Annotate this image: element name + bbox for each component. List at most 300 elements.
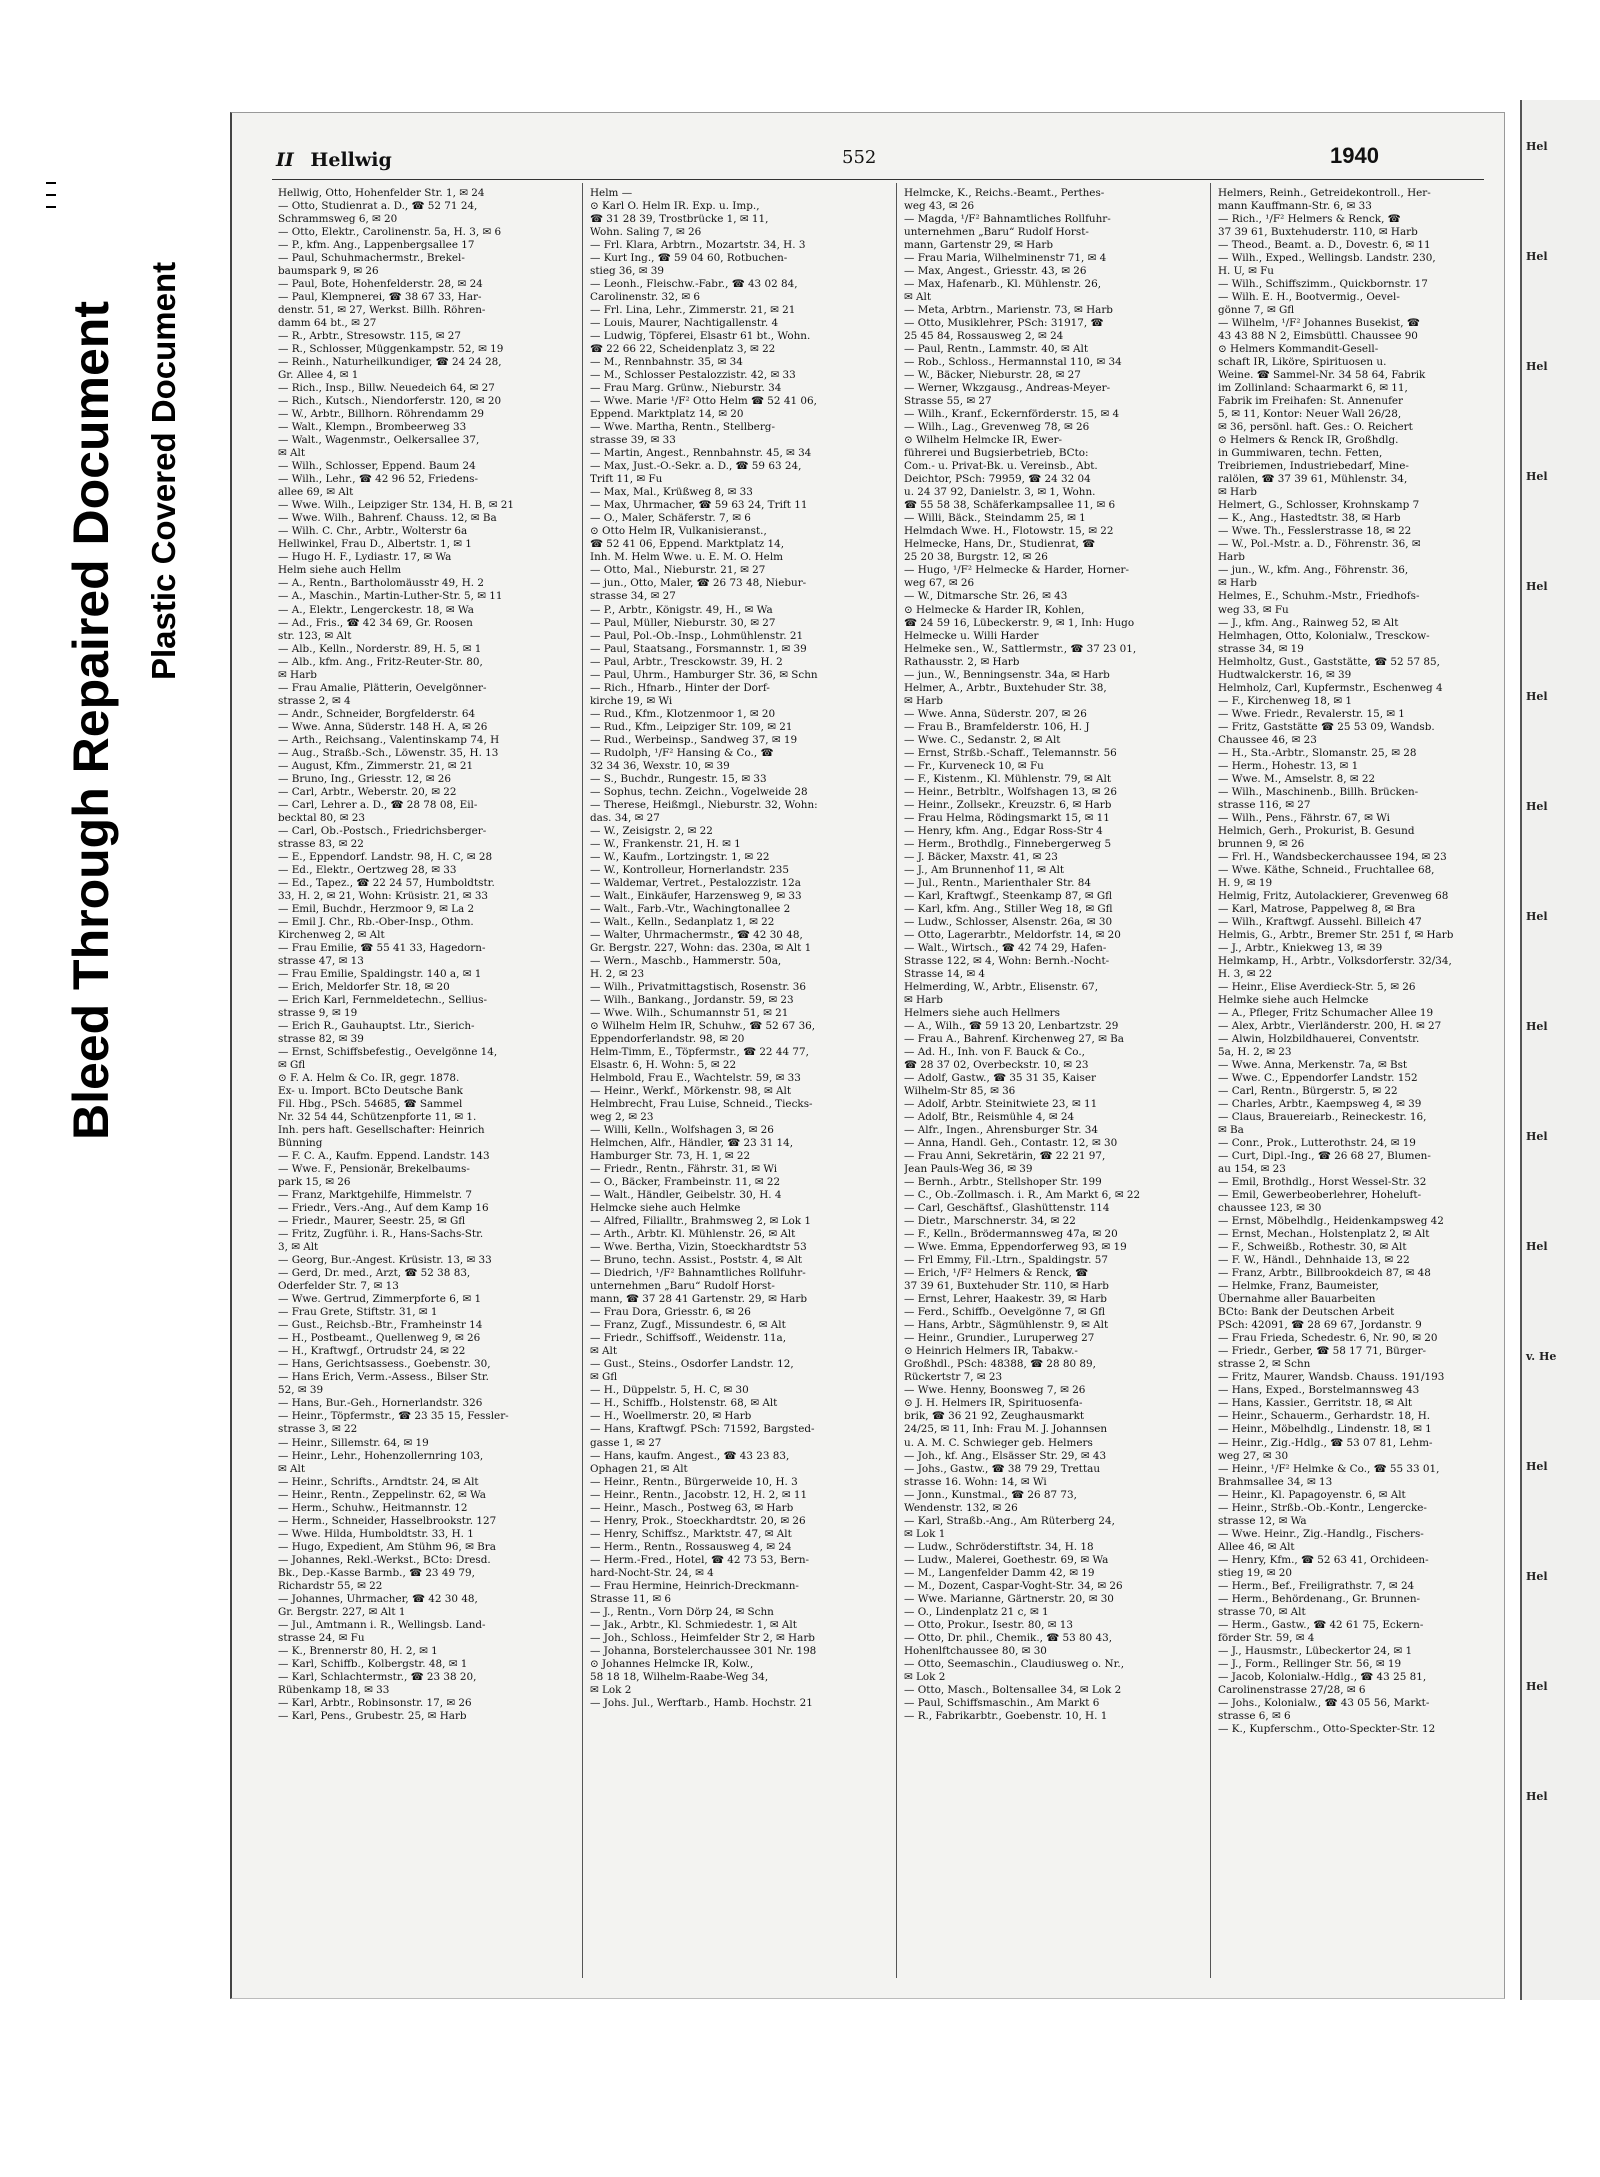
directory-entry-line: ☎ 28 37 02, Overbeckstr. 10, ✉ 23 [904,1059,1089,1072]
directory-entry-line: Inh. pers haft. Gesellschafter: Heinrich [278,1124,485,1137]
directory-entry-line: — Karl, Schlachtermstr., ☎ 23 38 20, [278,1670,477,1683]
column-divider [1210,183,1211,1978]
directory-entry-line: — Wwe. Martha, Rentn., Stellberg- [590,421,775,434]
directory-entry-line: denstr. 51, ✉ 27, Werkst. Billh. Röhren- [278,304,486,317]
directory-entry-line: — Hans, Exped., Borstelmannsweg 43 [1218,1384,1420,1397]
adjacent-page-fragment: Hel [1526,580,1548,593]
directory-entry-line: — Walt., Kelln., Sedanplatz 1, ✉ 22 [590,915,775,928]
directory-entry-line: — Andr., Schneider, Borgfelderstr. 64 [278,707,476,720]
directory-entry-line: stieg 36, ✉ 39 [590,265,664,278]
directory-entry-line: — Wwe. C., Sedanstr. 2, ✉ Alt [904,733,1061,746]
directory-entry-line: ⊙ Otto Helm IR, Vulkanisieranst., [590,525,767,538]
directory-entry-line: — F., Kistenm., Kl. Mühlenstr. 79, ✉ Alt [904,772,1112,785]
directory-entry-line: — Leonh., Fleischw.-Fabr., ☎ 43 02 84, [590,278,798,291]
directory-entry-line: — Frau Emilie, ☎ 55 41 33, Hagedorn- [278,941,486,954]
directory-entry-line: — Karl, Schiffb., Kolbergstr. 48, ✉ 1 [278,1657,468,1670]
directory-entry-line: ☎ 24 59 16, Lübeckerstr. 9, ✉ 1, Inh: Hugo [904,616,1135,629]
directory-entry-line: — Herm., Schuhw., Heitmannstr. 12 [278,1501,468,1514]
adjacent-page-fragment: Hel [1526,1790,1548,1803]
dash-mark [46,182,56,184]
directory-entry-line: Helmich, Gerh., Prokurist, B. Gesund [1218,824,1415,837]
directory-entry-line: — Ed., Elektr., Oertzweg 28, ✉ 33 [278,863,457,876]
directory-entry-line: — F. W., Händl., Dehnhaide 13, ✉ 22 [1218,1254,1410,1267]
directory-entry-line: — Heinr., Schauerm., Gerhardstr. 18, H. [1218,1410,1431,1423]
directory-entry-line: — Emil, Gewerbeoberlehrer, Hoheluft- [1218,1189,1422,1202]
directory-entry-line: — Erich R., Gauhauptst. Ltr., Sierich- [278,1020,475,1032]
repaired-document-text: Repaired Document [63,301,119,774]
directory-entry-line: — Johs., Kolonialw., ☎ 43 05 56, Markt- [1218,1696,1430,1709]
directory-entry-line: — Hans, Kassier., Gerritstr. 18, ✉ Alt [1218,1397,1413,1410]
directory-entry-line: 25 45 84, Rossausweg 2, ✉ 24 [904,330,1064,343]
directory-entry-line: ✉ 36, persönl. haft. Ges.: O. Reichert [1218,421,1413,434]
directory-entry-line: Helmecke u. Willi Harder [904,629,1039,642]
directory-entry-line: — Wilh., Lag., Grevenweg 78, ✉ 26 [904,421,1090,434]
directory-entry-line: 52, ✉ 39 [278,1384,324,1397]
directory-entry-line: — Walt., Wirtsch., ☎ 42 74 29, Hafen- [904,941,1107,954]
directory-entry-line: — Otto, Mal., Nieburstr. 21, ✉ 27 [590,564,766,577]
directory-entry-line: — Ernst, Möbelhdlg., Heidenkampsweg 42 [1218,1215,1444,1228]
directory-entry-line: H. 3, ✉ 22 [1218,967,1273,980]
directory-entry-line: — Friedr., Gerber, ☎ 58 17 71, Bürger- [1218,1345,1427,1358]
directory-entry-line: — Karl, kfm. Ang., Stiller Weg 18, ✉ Gfl [904,902,1113,915]
directory-entry-line: — Walt., Einkäufer, Harzensweg 9, ✉ 33 [590,889,802,902]
directory-entry-line: — Heinr., Grundier., Luruperweg 27 [904,1332,1095,1345]
directory-entry-line: — Werner, Wkzgausg., Andreas-Meyer- [904,382,1111,395]
directory-entry-line: Helmholtz, Gust., Gaststätte, ☎ 52 57 85, [1218,655,1440,668]
directory-entry-line: Hohenlftchaussee 80, ✉ 30 [904,1644,1047,1657]
directory-entry-line: — Paul, Klempnerei, ☎ 38 67 33, Har- [278,291,482,304]
directory-entry-line: — Helmke, Franz, Baumeister, [1218,1280,1379,1293]
directory-entry-line: — O., Maler, Schäferstr. 7, ✉ 6 [590,512,751,525]
directory-entry-line: — Frl. H., Wandsbeckerchaussee 194, ✉ 23 [1218,850,1447,863]
directory-entry-line: — J. Bäcker, Maxstr. 41, ✉ 23 [904,850,1058,863]
directory-entry-line: — Otto, Studienrat a. D., ☎ 52 71 24, [278,200,478,213]
directory-entry-line: ✉ Harb [1218,577,1257,590]
directory-entry-line: — Aug., Straßb.-Sch., Löwenstr. 35, H. 13 [278,746,499,759]
directory-entry-line: Oderfelder Str. 7, ✉ 13 [278,1280,399,1293]
directory-entry-line: strasse 34, ✉ 19 [1218,642,1304,655]
directory-entry-line: Wohn. Saling 7, ✉ 26 [590,226,702,239]
directory-entry-line: Eppend. Marktplatz 14, ✉ 20 [590,408,744,421]
directory-entry-line: Helmers siehe auch Hellmers [904,1006,1060,1019]
directory-entry-line: H. 2, ✉ 23 [590,967,645,980]
page-year: 1940 [1330,143,1379,168]
directory-entry-line: — J., Hausmstr., Lübeckertor 24, ✉ 1 [1218,1644,1413,1657]
directory-entry-line: brik, ☎ 36 21 92, Zeughausmarkt [904,1410,1085,1423]
section-title: Hellwig [310,149,392,171]
directory-entry-line: ☎ 55 58 38, Schäferkampsallee 11, ✉ 6 [904,499,1116,512]
directory-entry-line: — Ed., Tapez., ☎ 22 24 57, Humboldtstr. [278,876,495,889]
directory-entry-line: — S., Buchdr., Rungestr. 15, ✉ 33 [590,772,767,785]
directory-entry-line: PSch: 42091, ☎ 28 69 67, Jordanstr. 9 [1218,1319,1422,1332]
directory-entry-line: brunnen 9, ✉ 26 [1218,837,1305,850]
directory-entry-line: Com.- u. Privat-Bk. u. Vereinsb., Abt. [904,460,1098,473]
directory-entry-line: — M., Langenfelder Damm 42, ✉ 19 [904,1566,1095,1579]
dash-mark [46,206,56,208]
directory-entry-line: — Hans, kaufm. Angest., ☎ 43 23 83, [590,1449,790,1462]
directory-entry-line: — Johannes, Uhrmacher, ☎ 42 30 48, [278,1592,478,1605]
directory-entry-line: becktal 80, ✉ 23 [278,811,365,824]
directory-entry-line: — Otto, Elektr., Carolinenstr. 5a, H. 3, ✉ 6 [278,226,502,239]
directory-entry-line: — Wilh., Schiffszimm., Quickbornstr. 17 [1218,278,1428,291]
directory-entry-line: — Wwe. Anna, Merkenstr. 7a, ✉ Bst [1218,1059,1408,1072]
adjacent-page-fragment: Hel [1526,800,1548,813]
directory-entry-line: — A., Elektr., Lengerckestr. 18, ✉ Wa [278,603,474,616]
directory-entry-line: — Carl, Rentn., Bürgerstr. 5, ✉ 22 [1218,1085,1398,1098]
directory-entry-line: weg 33, ✉ Fu [1218,603,1289,616]
adjacent-page-fragment: Hel [1526,140,1548,153]
directory-entry-line: ⊙ Wilhelm Helm IR, Schuhw., ☎ 52 67 36, [590,1020,816,1032]
page-number: 552 [842,147,877,168]
directory-entry-line: ralölen, ☎ 37 39 61, Mühlenstr. 34, [1218,473,1408,486]
directory-entry-line: strasse 3, ✉ 22 [278,1423,358,1436]
directory-entry-line: — Bruno, techn. Assist., Poststr. 4, ✉ Alt [590,1254,803,1267]
directory-entry-line: — Georg, Bur.-Angest. Krüsistr. 13, ✉ 33 [278,1254,492,1267]
directory-entry-line: weg 2, ✉ 23 [590,1111,654,1124]
directory-entry-line: — Otto, Dr. phil., Chemik., ☎ 53 80 43, [904,1631,1113,1644]
directory-entry-line: ☎ 22 66 22, Scheidenplatz 3, ✉ 22 [590,343,776,356]
directory-entry-line: H. 9, ✉ 19 [1218,876,1273,889]
directory-entry-line: — Wilh. C. Chr., Arbtr., Wolterstr 6a [278,525,468,538]
directory-entry-line: — Heinr., Betrbltr., Wolfshagen 13, ✉ 26 [904,785,1117,798]
directory-entry-line: Hamburger Str. 73, H. 1, ✉ 22 [590,1150,751,1163]
directory-entry-line: ✉ Lok 2 [904,1670,946,1683]
directory-entry-line: — J., kfm. Ang., Rainweg 52, ✉ Alt [1218,616,1399,629]
directory-entry-line: — Waldemar, Vertret., Pestalozzistr. 12a [590,876,801,889]
directory-entry-line: strasse 34, ✉ 27 [590,590,676,603]
directory-entry-line: — F., Kirchenweg 18, ✉ 1 [1218,694,1353,707]
directory-entry-line: — Carl, Arbtr., Weberstr. 20, ✉ 22 [278,785,457,798]
directory-entry-line: ☎ 52 41 06, Eppend. Marktplatz 14, [590,538,785,551]
directory-entry-line: Brahmsallee 34, ✉ 13 [1218,1475,1333,1488]
directory-entry-line: Ophagen 21, ✉ Alt [590,1462,688,1475]
directory-entry-line: — K., Ang., Hastedtstr. 38, ✉ Harb [1218,512,1401,525]
section-numeral: II [276,149,294,171]
directory-entry-line: — Friedr., Maurer, Seestr. 25, ✉ Gfl [278,1215,466,1228]
directory-entry-line: — Walt., Händler, Geibelstr. 30, H. 4 [590,1189,782,1202]
directory-entry-line: — Jacob, Kolonialw.-Hdlg., ☎ 43 25 81, [1218,1670,1427,1683]
directory-entry-line: Helmeke sen., W., Sattlermstr., ☎ 37 23 01, [904,642,1137,655]
directory-entry-line: Chaussee 46, ✉ 23 [1218,733,1317,746]
directory-entry-line: ✉ Gfl [590,1371,618,1384]
directory-entry-line: ⊙ Johannes Helmcke IR, Kolw., [590,1657,754,1670]
directory-entry-line: — Heinr., Zig.-Hdlg., ☎ 53 07 81, Lehm- [1218,1436,1433,1449]
directory-entry-line: — Heinr., ¹/F² Helmke & Co., ☎ 55 33 01, [1218,1462,1440,1475]
directory-entry-line: Wilhelm-Str 85, ✉ 36 [904,1085,1016,1098]
directory-entry-line: — K., Brennerstr 80, H. 2, ✉ 1 [278,1644,438,1657]
directory-entry-line: — Hans, Gerichtsassess., Goebenstr. 30, [278,1358,491,1371]
directory-entry-line: — Frau B., Bramfelderstr. 106, H. J [904,720,1090,733]
directory-entry-line: Helmert, G., Schlosser, Krohnskamp 7 [1218,499,1420,512]
directory-entry-line: str. 123, ✉ Alt [278,629,352,642]
directory-entry-line: — Rud., Kfm., Klotzenmoor 1, ✉ 20 [590,707,776,720]
directory-entry-line: — Max, Hafenarb., Kl. Mühlenstr. 26, [904,278,1101,291]
directory-entry-line: — Frau Emilie, Spaldingstr. 140 a, ✉ 1 [278,967,482,980]
directory-entry-line: Helmkamp, H., Arbtr., Volksdorferstr. 32/34, [1218,954,1452,967]
directory-entry-line: — Erich Karl, Fernmeldetechn., Sellius- [278,993,488,1006]
directory-entry-line: — Gerd, Dr. med., Arzt, ☎ 52 38 83, [278,1267,471,1280]
directory-entry-line: — Fritz, Maurer, Wandsb. Chauss. 191/193 [1218,1371,1445,1384]
column-divider [582,183,583,1978]
directory-entry-line: — Ad., Fris., ☎ 42 34 69, Gr. Roosen [278,616,473,629]
directory-entry-line: — Herm., Schneider, Hasselbrookstr. 127 [278,1514,497,1527]
directory-entry-line: — Rich., Kutsch., Niendorferstr. 120, ✉ 20 [278,395,502,408]
directory-entry-line: — H., Düppelstr. 5, H. C, ✉ 30 [590,1384,749,1397]
directory-entry-line: gönne 7, ✉ Gfl [1218,304,1295,317]
directory-entry-line: — Franz, Arbtr., Billbrookdeich 87, ✉ 48 [1218,1267,1431,1280]
directory-entry-line: — H., Woellmerstr. 20, ✉ Harb [590,1410,752,1423]
directory-entry-line: Helmecke, Hans, Dr., Studienrat, ☎ [904,538,1096,551]
directory-entry-line: — Rud., Kfm., Leipziger Str. 109, ✉ 21 [590,720,793,733]
directory-entry-line: 5, ✉ 11, Kontor: Neuer Wall 26/28, [1218,408,1402,421]
directory-entry-line: — Charles, Arbtr., Kaempsweg 4, ✉ 39 [1218,1098,1422,1111]
directory-entry-line: Helmke siehe auch Helmcke [1218,993,1369,1006]
directory-entry-line: park 15, ✉ 26 [278,1176,351,1189]
directory-entry-line: Strasse 55, ✉ 27 [904,395,992,408]
directory-entry-line: strasse 16. Wohn: 14, ✉ Wi [904,1475,1047,1488]
adjacent-page-edge [1520,100,1600,2005]
directory-entry-line: — Ad. H., Inh. von F. Bauck & Co., [904,1046,1085,1059]
directory-entry-line: — Walter, Uhrmachermstr., ☎ 42 30 48, [590,928,803,941]
directory-entry-line: — Hugo, ¹/F² Helmecke & Harder, Horner- [904,564,1130,577]
directory-entry-line: — R., Fabrikarbtr., Goebenstr. 10, H. 1 [904,1709,1108,1722]
directory-entry-line: Helmchen, Alfr., Händler, ☎ 23 31 14, [590,1137,794,1150]
directory-entry-line: — Paul, Rentn., Lammstr. 40, ✉ Alt [904,343,1089,356]
directory-entry-line: — Karl, Arbtr., Robinsonstr. 17, ✉ 26 [278,1696,472,1709]
directory-entry-line: — Karl, Matrose, Pappelweg 8, ✉ Bra [1218,902,1416,915]
directory-entry-line: strasse 82, ✉ 39 [278,1033,364,1046]
directory-entry-line: führerei und Bugsierbetrieb, BCto: [904,447,1089,460]
directory-entry-line: — Heinr., Sillemstr. 64, ✉ 19 [278,1436,429,1449]
directory-entry-line: Helmcke, K., Reichs.-Beamt., Perthes- [904,187,1105,199]
directory-entry-line: — M., Schlosser Pestalozzistr. 42, ✉ 33 [590,369,796,382]
directory-entry-line: — J., Am Brunnenhof 11, ✉ Alt [904,863,1065,876]
directory-entry-line: ✉ Alt [904,291,932,304]
directory-entry-line: — Martin, Angest., Rennbahnstr. 45, ✉ 34 [590,447,812,460]
directory-entry-line: — Wwe. Anna, Süderstr. 207, ✉ 26 [904,707,1087,720]
directory-entry-line: — jun., W., kfm. Ang., Föhrenstr. 36, [1218,564,1409,577]
directory-entry-line: Allee 46, ✉ Alt [1218,1540,1295,1553]
directory-entry-line: ✉ Lok 2 [590,1683,632,1696]
directory-entry-line: — Wwe. Friedr., Revalerstr. 15, ✉ 1 [1218,707,1405,720]
directory-entry-line: — J., Arbtr., Kniekweg 13, ✉ 39 [1218,941,1383,954]
directory-entry-line: ⊙ Helmecke & Harder IR, Kohlen, [904,603,1085,616]
directory-entry-line: — Otto, Seemaschin., Claudiusweg o. Nr., [904,1657,1125,1670]
directory-entry-line: — Wilh., Schlosser, Eppend. Baum 24 [278,460,476,473]
directory-entry-line: — Johs., Gastw., ☎ 38 79 29, Trettau [904,1462,1101,1475]
directory-entry-line: — Alex, Arbtr., Vierländerstr. 200, H. ✉ 27 [1218,1020,1442,1032]
header-rule [272,179,1484,180]
directory-entry-line: — Max, Mal., Krüßweg 8, ✉ 33 [590,486,753,499]
directory-entry-line: Weine. ☎ Sammel-Nr. 34 58 64, Fabrik [1218,369,1426,382]
adjacent-page-fragment: Hel [1526,1460,1548,1473]
directory-entry-line: — Frau Grete, Stiftstr. 31, ✉ 1 [278,1306,438,1319]
directory-entry-line: — Wwe. Anna, Süderstr. 148 H. A, ✉ 26 [278,720,488,733]
directory-entry-line: Fabrik im Freihafen: St. Annenufer [1218,395,1404,408]
adjacent-page-fragment: Hel [1526,360,1548,373]
directory-entry-line: mann, Gartenstr 29, ✉ Harb [904,239,1054,252]
directory-entry-line: — Rich., Insp., Billw. Neuedeich 64, ✉ 27 [278,382,495,395]
directory-entry-line: — H., Schiffb., Holstenstr. 68, ✉ Alt [590,1397,778,1410]
directory-entry-line: — Theod., Beamt. a. D., Dovestr. 6, ✉ 11 [1218,239,1431,252]
directory-entry-line: ⊙ Wilhelm Helmcke IR, Ewer- [904,434,1063,447]
directory-entry-line: Trift 11, ✉ Fu [590,473,663,486]
directory-entry-line: — R., Schlosser, Müggenkampstr. 52, ✉ 19 [278,343,504,356]
directory-entry-line: Helmhagen, Otto, Kolonialw., Tresckow- [1218,629,1430,642]
directory-entry-line: — Wwe. Henny, Boonsweg 7, ✉ 26 [904,1384,1086,1397]
directory-entry-line: ⊙ F. A. Helm & Co. IR, gegr. 1878. [278,1072,460,1085]
directory-column-3 [904,187,1190,1723]
directory-entry-line: — W., Kontrolleur, Hornerlandstr. 235 [590,863,789,876]
directory-entry-line: — Paul, Staatsang., Forsmannstr. 1, ✉ 39 [590,642,807,655]
directory-entry-line: — Hugo, Expedient, Am Stühm 96, ✉ Bra [278,1540,496,1553]
directory-entry-line: — Paul, Uhrm., Hamburger Str. 36, ✉ Schn [590,668,818,681]
directory-entry-line: Helmbrecht, Frau Luise, Schneid., Tiecks- [590,1098,813,1111]
directory-entry-line: — Frau Maria, Wilhelminenstr 71, ✉ 4 [904,252,1107,265]
directory-entry-line: Strasse 14, ✉ 4 [904,967,986,980]
directory-entry-line: — Heinr., Möbelhdlg., Lindenstr. 18, ✉ 1 [1218,1423,1432,1436]
directory-entry-line: — Heinr., Schrifts., Arndtstr. 24, ✉ Alt [278,1475,479,1488]
directory-entry-line: Helmdach Wwe. H., Flotowstr. 15, ✉ 22 [904,525,1114,538]
directory-entry-line: — P., Arbtr., Königstr. 49, H., ✉ Wa [590,603,773,616]
directory-entry-line: Helmes, E., Schuhm.-Mstr., Friedhofs- [1218,590,1420,603]
directory-entry-line: 25 20 38, Burgstr. 12, ✉ 26 [904,551,1048,564]
directory-entry-line: — Friedr., Vers.-Ang., Auf dem Kamp 16 [278,1202,489,1215]
directory-entry-line: — Walt., Farb.-Vtr., Wachingtonallee 2 [590,902,791,915]
directory-entry-line: — Reinh., Naturheilkundiger, ☎ 24 24 28, [278,356,502,369]
directory-entry-line: — Herm., Bef., Freiligrathstr. 7, ✉ 24 [1218,1579,1415,1592]
directory-entry-line: — Jonn., Kunstmal., ☎ 26 87 73, [904,1488,1077,1501]
directory-entry-line: — Frau Anni, Sekretärin, ☎ 22 21 97, [904,1150,1106,1163]
directory-entry-line: Bk., Dep.-Kasse Barmb., ☎ 23 49 79, [278,1566,475,1579]
directory-entry-line: Helmerding, W., Arbtr., Elisenstr. 67, [904,980,1099,993]
directory-entry-line: strasse 70, ✉ Alt [1218,1605,1306,1618]
directory-entry-line: 33, H. 2, ✉ 21, Wohn: Krüsistr. 21, ✉ 33 [278,889,489,902]
scanned-page [230,112,1505,1999]
directory-entry-line: 58 18 18, Wilhelm-Raabe-Weg 34, [590,1670,769,1683]
adjacent-page-fragment: v. He [1526,1350,1557,1363]
directory-entry-line: — Emil J. Chr., Rb.-Ober-Insp., Othm. [278,915,474,928]
directory-entry-line: weg 27, ✉ 30 [1218,1449,1289,1462]
directory-entry-line: — Heinr., Zollsekr., Kreuzstr. 6, ✉ Harb [904,798,1112,811]
directory-entry-line: — Max, Uhrmacher, ☎ 59 63 24, Trift 11 [590,499,808,512]
directory-entry-line: — Fritz, Zugführ. i. R., Hans-Sachs-Str. [278,1228,484,1241]
directory-entry-line: — Hans, Arbtr., Sägmühlenstr. 9, ✉ Alt [904,1319,1109,1332]
directory-entry-line: im Zollinland: Schaarmarkt 6, ✉ 11, [1218,382,1408,395]
directory-entry-line: Richardstr 55, ✉ 22 [278,1579,383,1592]
directory-entry-line: — Frl Emmy, Fil.-Ltrn., Spaldingstr. 57 [904,1254,1108,1267]
directory-entry-line: — Gust., Reichsb.-Btr., Framheinstr 14 [278,1319,483,1332]
directory-entry-line: — Frau Dora, Griesstr. 6, ✉ 26 [590,1306,751,1319]
directory-entry-line: 24/25, ✉ 11, Inh: Frau M. J. Johannsen [904,1423,1108,1436]
directory-entry-line: — Otto, Musiklehrer, PSch: 31917, ☎ [904,317,1104,330]
directory-entry-line: — Karl, Straßb.-Ang., Am Rüterberg 24, [904,1514,1115,1527]
directory-entry-line: — Adolf, Btr., Reismühle 4, ✉ 24 [904,1111,1075,1124]
directory-entry-line: — A., Wilh., ☎ 59 13 20, Lenbartzstr. 29 [904,1020,1119,1032]
directory-entry-line: — Henry, kfm. Ang., Edgar Ross-Str 4 [904,824,1103,837]
directory-entry-line: chaussee 123, ✉ 30 [1218,1202,1322,1215]
directory-entry-line: — Alwin, Holzbildhauerei, Conventstr. [1218,1033,1420,1046]
directory-entry-line: — J., Form., Rellinger Str. 56, ✉ 19 [1218,1657,1402,1670]
directory-entry-line: u. A. M. C. Schwieger geb. Helmers [904,1436,1093,1449]
directory-entry-line: Elsastr. 6, H. Wohn: 5, ✉ 22 [590,1059,737,1072]
directory-entry-line: — W., Arbtr., Billhorn. Röhrendamm 29 [278,408,484,421]
directory-entry-line: ✉ Gfl [278,1059,306,1072]
directory-entry-line: Nr. 32 54 44, Schützenpforte 11, ✉ 1. [278,1111,477,1124]
directory-entry-line: strasse 6, ✉ 6 [1218,1709,1291,1722]
directory-entry-line: Wendenstr. 132, ✉ 26 [904,1501,1018,1514]
directory-entry-line: — Wwe. Heinr., Zig.-Handlg., Fischers- [1218,1527,1424,1540]
directory-entry-line: — Magda, ¹/F² Bahnamtliches Rollfuhr- [904,213,1111,226]
directory-entry-line: — A., Maschin., Martin-Luther-Str. 5, ✉ 11 [278,590,503,603]
directory-entry-line: Helmer, A., Arbtr., Buxtehuder Str. 38, [904,681,1107,694]
directory-entry-line: Helm — [590,187,633,199]
directory-column-4 [1218,187,1504,1736]
directory-entry-line: — Carl, Ob.-Postsch., Friedrichsberger- [278,824,487,837]
directory-entry-line: — Walt., Wagenmstr., Oelkersallee 37, [278,434,480,447]
adjacent-page-fragment: Hel [1526,250,1548,263]
directory-entry-line: — Rich., Hfnarb., Hinter der Dorf- [590,681,770,694]
directory-entry-line: — Louis, Maurer, Nachtigallenstr. 4 [590,317,779,330]
directory-entry-line: ☎ 31 28 39, Trostbrücke 1, ✉ 11, [590,213,769,226]
directory-entry-line: — Herm., Gastw., ☎ 42 61 75, Eckern- [1218,1618,1424,1631]
directory-entry-line: Bünning [278,1137,323,1150]
directory-entry-line: — Carl, Lehrer a. D., ☎ 28 78 08, Eil- [278,798,478,811]
directory-entry-line: — F. C. A., Kaufm. Eppend. Landstr. 143 [278,1150,490,1163]
directory-entry-line: — Paul, Schuhmachermstr., Brekel- [278,252,465,265]
directory-entry-line: strasse 116, ✉ 27 [1218,798,1311,811]
directory-entry-line: Übernahme aller Bauarbeiten [1218,1293,1376,1306]
directory-entry-line: Kirchenweg 2, ✉ Alt [278,928,385,941]
directory-entry-line: — Meta, Arbtrn., Marienstr. 73, ✉ Harb [904,304,1113,317]
bleed-through-label [62,301,120,1140]
directory-entry-line: — Claus, Brauereiarb., Reineckestr. 16, [1218,1111,1427,1124]
adjacent-page-fragment: Hel [1526,1240,1548,1253]
column-divider [896,183,897,1978]
directory-entry-line: kirche 19, ✉ Wi [590,694,673,707]
directory-entry-line: — Wwe. Emma, Eppendorferweg 93, ✉ 19 [904,1241,1127,1254]
directory-entry-line: — Wilh., Kranf., Eckernförderstr. 15, ✉ 4 [904,408,1120,421]
directory-entry-line: weg 43, ✉ 26 [904,200,975,213]
adjacent-page-fragment: Hel [1526,1570,1548,1583]
directory-entry-line: förder Str. 59, ✉ 4 [1218,1631,1315,1644]
directory-entry-line: — Wilhelm, ¹/F² Johannes Busekist, ☎ [1218,317,1420,330]
directory-entry-line: Rathausstr. 2, ✉ Harb [904,655,1020,668]
directory-entry-line: — Herm., Brothdlg., Finnebergerweg 5 [904,837,1112,850]
directory-entry-line: ⊙ Karl O. Helm IR. Exp. u. Imp., [590,200,760,213]
directory-entry-line: Gr. Bergstr. 227, Wohn: das. 230a, ✉ Alt 1 [590,941,812,954]
directory-entry-line: — Frau Helma, Rödingsmarkt 15, ✉ 11 [904,811,1110,824]
directory-entry-line: — Otto, Lagerarbtr., Meldorfstr. 14, ✉ 20 [904,928,1121,941]
directory-entry-line: — Alfred, Filialltr., Brahmsweg 2, ✉ Lok 1 [590,1215,811,1228]
directory-entry-line: — Hans, Kraftwgf. PSch: 71592, Bargsted- [590,1423,815,1436]
directory-entry-line: Inh. M. Helm Wwe. u. E. M. O. Helm [590,551,783,564]
directory-entry-line: strasse 47, ✉ 13 [278,954,364,967]
directory-entry-line: — J., Rentn., Vorn Dörp 24, ✉ Schn [590,1605,774,1618]
directory-entry-line: — Friedr., Schiffsoff., Weidenstr. 11a, [590,1332,787,1345]
scan-margin [0,2000,1600,2177]
directory-entry-line: — Ludwig, Töpferei, Elsastr 61 bt., Wohn. [590,330,811,343]
directory-entry-line: — Joh., kf. Ang., Elsässer Str. 29, ✉ 43 [904,1449,1107,1462]
directory-entry-line: — jun., W., Benningsenstr. 34a, ✉ Harb [904,668,1110,681]
directory-entry-line: Helmers, Reinh., Getreidekontroll., Her- [1218,187,1431,199]
directory-entry-line: — Diedrich, ¹/F² Bahnamtliches Rollfuhr- [590,1267,806,1280]
directory-entry-line: — Frau Hermine, Heinrich-Dreckmann- [590,1579,799,1592]
directory-entry-line: — Erich, Meldorfer Str. 18, ✉ 20 [278,980,450,993]
directory-entry-line: — Otto, Masch., Boltensallee 34, ✉ Lok 2 [904,1683,1122,1696]
directory-entry-line: — Herm., Hohestr. 13, ✉ 1 [1218,759,1359,772]
directory-entry-line: ✉ Alt [278,447,306,460]
